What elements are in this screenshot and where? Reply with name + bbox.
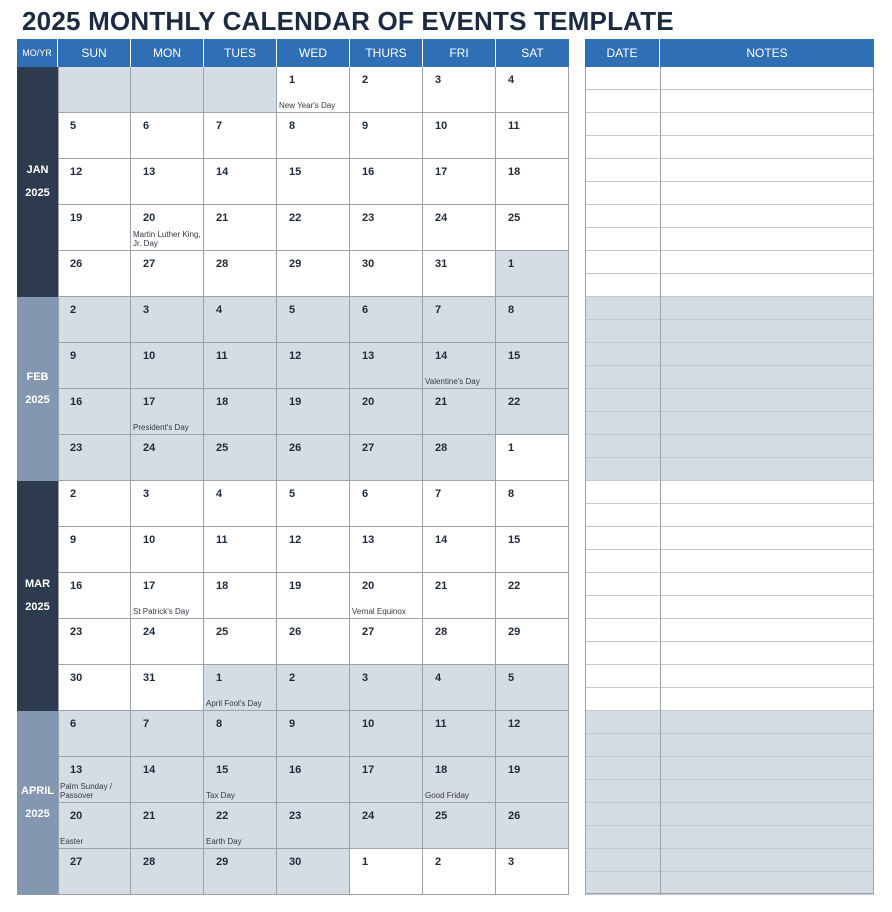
- day-number: 15: [508, 534, 521, 546]
- day-number: 14: [435, 534, 448, 546]
- day-number: 15: [289, 166, 302, 178]
- event-label: Martin Luther King, Jr. Day: [133, 230, 201, 248]
- day-number: 7: [216, 120, 223, 132]
- day-number: 24: [435, 212, 448, 224]
- event-label: Vernal Equinox: [352, 607, 406, 616]
- day-number: 20: [143, 212, 156, 224]
- day-number: 17: [143, 580, 156, 592]
- day-number: 31: [143, 672, 156, 684]
- day-number: 27: [143, 258, 156, 270]
- day-number: 4: [508, 74, 515, 86]
- day-number: 1: [508, 258, 515, 270]
- day-number: 25: [216, 442, 229, 454]
- day-number: 9: [362, 120, 369, 132]
- day-number: 5: [70, 120, 77, 132]
- day-number: 30: [289, 856, 302, 868]
- day-number: 26: [289, 442, 302, 454]
- event-label: Good Friday: [425, 791, 470, 800]
- day-number: 5: [289, 304, 296, 316]
- day-number: 7: [435, 488, 442, 500]
- month-year: 2025: [25, 394, 50, 406]
- day-number: 9: [70, 534, 77, 546]
- day-number: 4: [216, 304, 223, 316]
- header-sat: SAT: [496, 39, 569, 67]
- day-number: 25: [216, 626, 229, 638]
- event-label: Earth Day: [206, 837, 242, 846]
- day-number: 17: [435, 166, 448, 178]
- day-number: 2: [289, 672, 296, 684]
- day-number: 28: [435, 626, 448, 638]
- day-number: 8: [216, 718, 223, 730]
- day-number: 12: [289, 350, 302, 362]
- event-label: Valentine's Day: [425, 377, 480, 386]
- day-number: 27: [70, 856, 83, 868]
- day-number: 14: [143, 764, 156, 776]
- day-number: 13: [70, 764, 83, 776]
- header-fri: FRI: [423, 39, 496, 67]
- day-number: 16: [70, 396, 83, 408]
- day-number: 29: [508, 626, 521, 638]
- month-label-jan: [17, 67, 58, 297]
- day-number: 23: [289, 810, 302, 822]
- day-number: 12: [289, 534, 302, 546]
- day-number: 29: [216, 856, 229, 868]
- day-number: 20: [362, 396, 375, 408]
- day-number: 30: [70, 672, 83, 684]
- day-number: 16: [70, 580, 83, 592]
- day-number: 22: [508, 396, 521, 408]
- day-number: 5: [508, 672, 515, 684]
- month-label-april: [17, 711, 58, 895]
- day-number: 20: [362, 580, 375, 592]
- header-sun: SUN: [58, 39, 131, 67]
- header-wed: WED: [277, 39, 350, 67]
- day-number: 18: [508, 166, 521, 178]
- day-number: 10: [143, 350, 156, 362]
- day-number: 22: [216, 810, 229, 822]
- day-number: 12: [508, 718, 521, 730]
- day-number: 2: [70, 304, 77, 316]
- day-number: 17: [143, 396, 156, 408]
- day-number: 2: [70, 488, 77, 500]
- day-number: 10: [362, 718, 375, 730]
- day-number: 4: [435, 672, 442, 684]
- event-label: New Year's Day: [279, 101, 336, 110]
- day-number: 8: [508, 488, 515, 500]
- day-number: 25: [435, 810, 448, 822]
- day-number: 1: [289, 74, 296, 86]
- header-notes: NOTES: [660, 39, 874, 67]
- header-tues: TUES: [204, 39, 277, 67]
- event-label: St Patrick's Day: [133, 607, 190, 616]
- day-number: 19: [70, 212, 83, 224]
- header-thurs: THURS: [350, 39, 423, 67]
- day-number: 18: [216, 396, 229, 408]
- day-number: 7: [435, 304, 442, 316]
- day-number: 6: [362, 304, 369, 316]
- day-number: 16: [289, 764, 302, 776]
- day-number: 1: [216, 672, 223, 684]
- day-number: 24: [362, 810, 375, 822]
- day-number: 22: [508, 580, 521, 592]
- day-number: 3: [143, 304, 150, 316]
- day-number: 19: [289, 396, 302, 408]
- day-number: 21: [435, 396, 448, 408]
- month-label-feb: [17, 297, 58, 481]
- day-number: 21: [435, 580, 448, 592]
- day-number: 28: [216, 258, 229, 270]
- day-number: 7: [143, 718, 150, 730]
- day-number: 8: [289, 120, 296, 132]
- event-label: Tax Day: [206, 791, 235, 800]
- notes-frame: [585, 67, 874, 894]
- day-number: 2: [435, 856, 442, 868]
- month-name: FEB: [26, 371, 49, 383]
- day-number: 13: [143, 166, 156, 178]
- day-number: 19: [508, 764, 521, 776]
- month-year: 2025: [25, 601, 50, 613]
- day-number: 14: [435, 350, 448, 362]
- calendar-frame: [58, 67, 569, 894]
- header-mon: MON: [131, 39, 204, 67]
- day-number: 1: [362, 856, 369, 868]
- day-number: 3: [508, 856, 515, 868]
- day-number: 26: [70, 258, 83, 270]
- day-number: 22: [289, 212, 302, 224]
- day-number: 27: [362, 442, 375, 454]
- header-date: DATE: [585, 39, 660, 67]
- day-number: 12: [70, 166, 83, 178]
- day-number: 6: [143, 120, 150, 132]
- month-name: APRIL: [21, 785, 54, 797]
- day-number: 23: [70, 626, 83, 638]
- day-number: 13: [362, 350, 375, 362]
- month-year: 2025: [25, 187, 50, 199]
- day-number: 30: [362, 258, 375, 270]
- day-number: 23: [362, 212, 375, 224]
- day-number: 11: [216, 350, 228, 362]
- day-number: 3: [362, 672, 369, 684]
- day-number: 1: [508, 442, 515, 454]
- day-number: 18: [435, 764, 448, 776]
- month-year: 2025: [25, 808, 50, 820]
- day-number: 6: [362, 488, 369, 500]
- day-number: 11: [508, 120, 520, 132]
- event-label: Easter: [60, 837, 84, 846]
- day-number: 15: [508, 350, 521, 362]
- day-number: 15: [216, 764, 229, 776]
- day-number: 3: [435, 74, 442, 86]
- day-number: 6: [70, 718, 77, 730]
- day-number: 28: [143, 856, 156, 868]
- page-title: 2025 MONTHLY CALENDAR OF EVENTS TEMPLATE: [22, 6, 674, 36]
- day-number: 3: [143, 488, 150, 500]
- event-label: April Fool's Day: [206, 699, 262, 708]
- day-number: 25: [508, 212, 521, 224]
- day-number: 23: [70, 442, 83, 454]
- day-number: 31: [435, 258, 448, 270]
- day-number: 5: [289, 488, 296, 500]
- day-number: 17: [362, 764, 375, 776]
- event-label: Palm Sunday / Passover: [60, 782, 113, 800]
- month-label-mar: [17, 481, 58, 711]
- day-number: 2: [362, 74, 369, 86]
- day-number: 28: [435, 442, 448, 454]
- day-number: 9: [70, 350, 77, 362]
- day-number: 16: [362, 166, 375, 178]
- day-number: 27: [362, 626, 375, 638]
- day-number: 29: [289, 258, 302, 270]
- day-number: 24: [143, 442, 156, 454]
- day-number: 26: [508, 810, 521, 822]
- day-number: 10: [143, 534, 156, 546]
- event-label: President's Day: [133, 423, 189, 432]
- day-number: 9: [289, 718, 296, 730]
- day-number: 8: [508, 304, 515, 316]
- notes-divider: [660, 67, 661, 894]
- day-number: 13: [362, 534, 375, 546]
- day-number: 4: [216, 488, 223, 500]
- day-number: 14: [216, 166, 229, 178]
- day-number: 18: [216, 580, 229, 592]
- day-number: 19: [289, 580, 302, 592]
- month-name: MAR: [24, 578, 51, 590]
- day-number: 20: [70, 810, 83, 822]
- day-number: 11: [216, 534, 228, 546]
- day-number: 21: [143, 810, 156, 822]
- header-moyr: MO/YR: [17, 39, 58, 67]
- day-number: 10: [435, 120, 448, 132]
- day-number: 11: [435, 718, 447, 730]
- month-name: JAN: [26, 164, 49, 176]
- day-number: 21: [216, 212, 229, 224]
- day-number: 26: [289, 626, 302, 638]
- day-number: 24: [143, 626, 156, 638]
